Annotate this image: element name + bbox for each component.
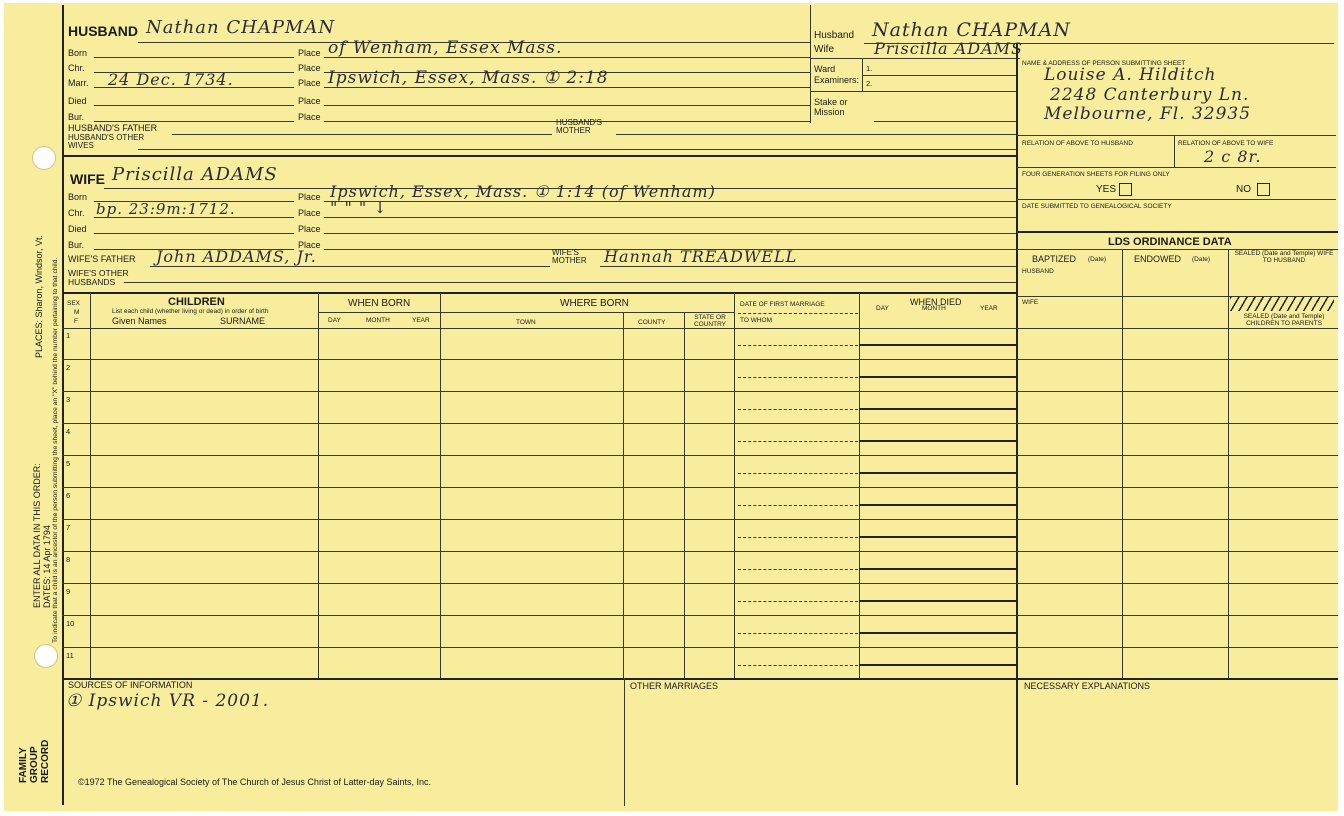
wife-other-husbands-label: WIFE'S OTHER HUSBANDS <box>68 268 129 287</box>
wife-row-date: bp. 23:9m:1712. <box>96 200 236 218</box>
rel-husband-label: RELATION OF ABOVE TO HUSBAND <box>1022 140 1133 147</box>
sidebar-indicate: To indicate that a child is an ancestor of the person submitting the sheet, place an "X" behind the number pertaining to that child. <box>52 257 59 643</box>
child-number: 2 <box>66 363 71 372</box>
child-number: 11 <box>66 651 74 660</box>
no-checkbox[interactable] <box>1257 183 1270 196</box>
wife-row-place-label: Place <box>298 224 321 234</box>
child-number: 4 <box>66 427 71 436</box>
submitter-addr2: Melbourne, Fl. 32935 <box>1044 104 1252 124</box>
wife-row-label: Died <box>68 224 87 234</box>
yes-checkbox[interactable] <box>1119 183 1132 196</box>
col-sex-f: F <box>74 318 78 325</box>
husband-row-label: Died <box>68 96 87 106</box>
wife-row-place: " " " ↓ <box>330 198 388 217</box>
col-county: COUNTY <box>638 319 666 326</box>
col-d-day: DAY <box>876 305 889 312</box>
wife-row-label: Born <box>68 192 88 202</box>
husband-row-place-label: Place <box>298 96 321 106</box>
child-number: 6 <box>66 491 71 500</box>
wife-name: Priscilla ADAMS <box>112 164 278 185</box>
hdr-husband-label: Husband <box>814 30 855 41</box>
lds-sealed-cp: SEALED (Date and Temple) CHILDREN TO PARENTS <box>1243 313 1325 327</box>
wife-row-place: Ipswich, Essex, Mass. ① 1:14 (of Wenham) <box>330 182 716 201</box>
child-number: 7 <box>66 523 71 532</box>
wife-row-label: Chr. <box>68 208 85 218</box>
col-d-year: YEAR <box>980 305 998 312</box>
col-day: DAY <box>328 317 341 324</box>
husband-father-label: HUSBAND'S FATHER <box>68 123 158 133</box>
submitter-name: Louise A. Hilditch <box>1044 65 1217 85</box>
submitter-addr1: 2248 Canterbury Ln. <box>1050 85 1250 105</box>
sidebar-title: FAMILY GROUP RECORD <box>18 739 51 783</box>
wife-row-place-label: Place <box>298 192 321 202</box>
husband-row-label: Bur. <box>68 112 85 122</box>
lds-endowed: ENDOWED <box>1134 254 1181 264</box>
rel-wife: 2 c 8r. <box>1204 147 1262 166</box>
wife-row-place-label: Place <box>298 208 321 218</box>
child-number: 8 <box>66 555 71 564</box>
hdr-ward-label: Ward <box>814 64 836 74</box>
husband-row-place-label: Place <box>298 78 321 88</box>
sidebar-places: PLACES: Sharon, Windsor, Vt. <box>34 234 44 358</box>
col-to-whom: TO WHOM <box>740 317 773 324</box>
no-label: NO <box>1236 184 1251 195</box>
col-given: Given Names <box>112 316 167 326</box>
hdr-ex1: 1. <box>866 64 873 73</box>
hdr-stake-label: Stake or Mission <box>814 97 848 117</box>
col-where-born: WHERE BORN <box>560 298 629 309</box>
lds-title: LDS ORDINANCE DATA <box>1108 236 1232 248</box>
family-group-record-sheet <box>4 3 1338 811</box>
child-number: 9 <box>66 587 71 596</box>
copyright: ©1972 The Genealogical Society of The Church of Jesus Christ of Latter-day Saints, Inc. <box>78 777 431 787</box>
col-sex-m: M <box>74 309 80 316</box>
col-d-month: MONTH <box>922 305 946 312</box>
husband-row-label: Born <box>68 48 88 58</box>
lds-baptized-date: (Date) <box>1088 256 1107 263</box>
husband-heading: HUSBAND <box>68 23 138 39</box>
wife-mother-label: WIFE'S MOTHER <box>552 248 587 265</box>
lds-husband: HUSBAND <box>1022 268 1054 275</box>
hdr-examiners-label: Examiners: <box>814 75 860 85</box>
husband-other-wives-label: HUSBAND'S OTHER WIVES <box>68 133 145 150</box>
col-children-sub: List each child (whether living or dead) in order of birth <box>112 308 269 315</box>
child-number: 5 <box>66 459 71 468</box>
hdr-wife-label: Wife <box>814 44 834 55</box>
col-surname: SURNAME <box>220 316 266 326</box>
wife-row-place-label: Place <box>298 240 321 250</box>
col-sex: SEX <box>67 300 81 307</box>
child-number: 3 <box>66 395 71 404</box>
wife-father: John ADDAMS, Jr. <box>156 247 317 266</box>
col-when-born: WHEN BORN <box>348 298 411 309</box>
col-first-marriage: DATE OF FIRST MARRIAGE <box>740 301 825 308</box>
yes-label: YES <box>1096 184 1117 195</box>
col-children: CHILDREN <box>168 296 225 308</box>
lds-endowed-date: (Date) <box>1192 256 1211 263</box>
husband-mother-label: HUSBAND'S MOTHER <box>556 118 602 135</box>
col-state: STATE OR COUNTRY <box>693 314 727 328</box>
hdr-ex2: 2. <box>866 79 873 88</box>
hdr-wife: Priscilla ADAMS <box>874 39 1023 58</box>
hatched-sealed-area <box>1230 297 1334 311</box>
lds-sealed-wh: SEALED (Date and Temple) WIFE TO HUSBAND <box>1234 250 1334 264</box>
child-number: 1 <box>66 331 71 340</box>
sources-label: SOURCES OF INFORMATION <box>68 680 193 690</box>
child-number: 10 <box>66 619 75 628</box>
lds-wife: WIFE <box>1022 299 1039 306</box>
date-submitted-label: DATE SUBMITTED TO GENEALOGICAL SOCIETY <box>1022 203 1172 210</box>
col-year: YEAR <box>412 317 430 324</box>
wife-row-label: Bur. <box>68 240 85 250</box>
sources-text: ① Ipswich VR - 2001. <box>66 691 270 711</box>
wife-mother: Hannah TREADWELL <box>604 247 798 266</box>
husband-name: Nathan CHAPMAN <box>146 17 336 38</box>
husband-row-date: 24 Dec. 1734. <box>108 70 234 89</box>
wife-heading: WIFE <box>70 171 105 187</box>
rel-wife-label: RELATION OF ABOVE TO WIFE <box>1178 140 1274 147</box>
col-town: TOWN <box>516 319 536 326</box>
husband-row-place: of Wenham, Essex Mass. <box>328 38 563 58</box>
sidebar-enter: ENTER ALL DATA IN THIS ORDER: <box>32 463 42 608</box>
four-gen-label: FOUR GENERATION SHEETS FOR FILING ONLY <box>1022 171 1170 178</box>
wife-father-label: WIFE'S FATHER <box>68 254 136 264</box>
explanations-label: NECESSARY EXPLANATIONS <box>1024 681 1151 691</box>
punch-hole-top <box>32 146 56 170</box>
sidebar-dates: DATES: 14 Apr 1794 <box>42 525 52 608</box>
other-marriages-label: OTHER MARRIAGES <box>630 681 719 691</box>
husband-row-place-label: Place <box>298 63 321 73</box>
col-month: MONTH <box>366 317 390 324</box>
husband-row-label: Chr. <box>68 63 85 73</box>
husband-row-place-label: Place <box>298 112 321 122</box>
lds-baptized: BAPTIZED <box>1032 254 1077 264</box>
hdr-husband: Nathan CHAPMAN <box>872 19 1071 41</box>
husband-row-label: Marr. <box>68 78 89 88</box>
husband-row-place-label: Place <box>298 48 321 58</box>
husband-row-place: Ipswich, Essex, Mass. ① 2:18 <box>328 68 609 88</box>
submitter-label: NAME & ADDRESS OF PERSON SUBMITTING SHEET <box>1022 60 1186 67</box>
punch-hole-bottom <box>34 644 58 668</box>
col-when-died: WHEN DIED <box>910 297 962 307</box>
